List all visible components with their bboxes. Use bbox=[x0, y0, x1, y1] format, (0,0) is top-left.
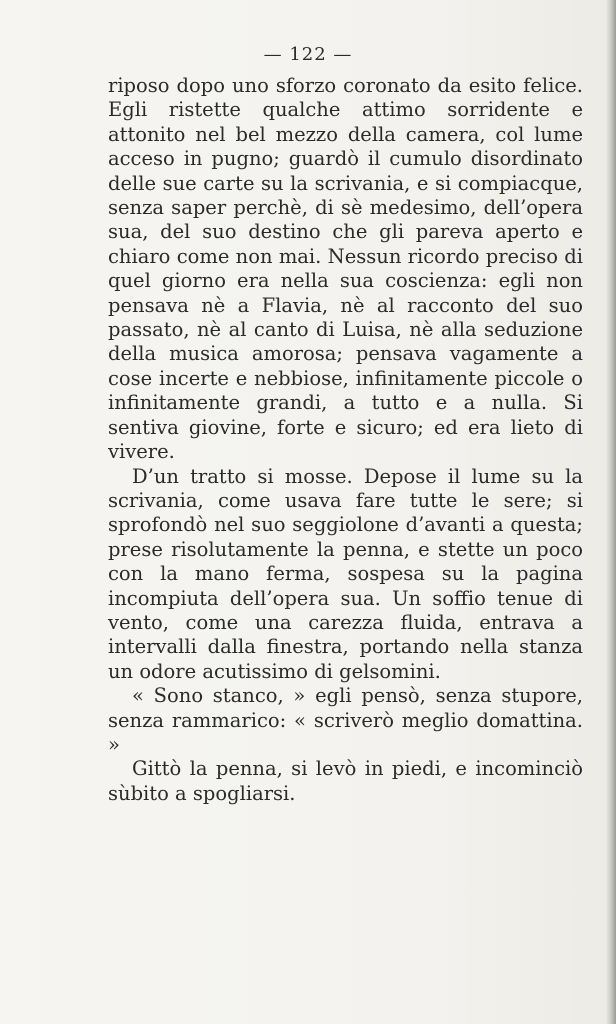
paragraph-4: Gittò la penna, si levò in piedi, e incominciò sùbito a spogliarsi. bbox=[108, 757, 583, 805]
paragraph-3: « Sono stanco, » egli pensò, senza stupore, senza rammarico: « scriverò meglio domattina. » bbox=[108, 684, 583, 756]
page-edge-shadow bbox=[606, 0, 616, 1024]
paragraph-2: D’un tratto si mosse. Depose il lume su la scrivania, come usava fare tutte le sere; si sprofondò nel suo seggiolone d’avanti a questa; prese risolutamente la penna, e stette un poco con la mano ferma, sospesa su la pagina incompiuta dell’opera sua. Un soffio tenue di vento, come una carezza fluida, entrava a intervalli dalla finestra, portando nella stanza un odore acutissimo di gelsomini. bbox=[108, 464, 583, 683]
page-number: — 122 — bbox=[263, 44, 353, 65]
paragraph-1: riposo dopo uno sforzo coronato da esito felice. Egli ristette qualche attimo sorridente e attonito nel bel mezzo della camera, col lume acceso in pugno; guardò il cumulo disordinato delle sue carte su la scrivania, e si compiacque, senza saper perchè, di sè medesimo, dell’opera sua, del suo destino che gli pareva aperto e chiaro come non mai. Nessun ricordo preciso di quel giorno era nella sua coscienza: egli non pensava nè a Flavia, nè al racconto del suo passato, nè al canto di Luisa, nè alla seduzione della musica amorosa; pensava vagamente a cose incerte e nebbiose, infinitamente piccole o infinitamente grandi, a tutto e a nulla. Si sentiva giovine, forte e sicuro; ed era lieto di vivere. bbox=[108, 74, 583, 464]
body-text bbox=[108, 74, 583, 806]
